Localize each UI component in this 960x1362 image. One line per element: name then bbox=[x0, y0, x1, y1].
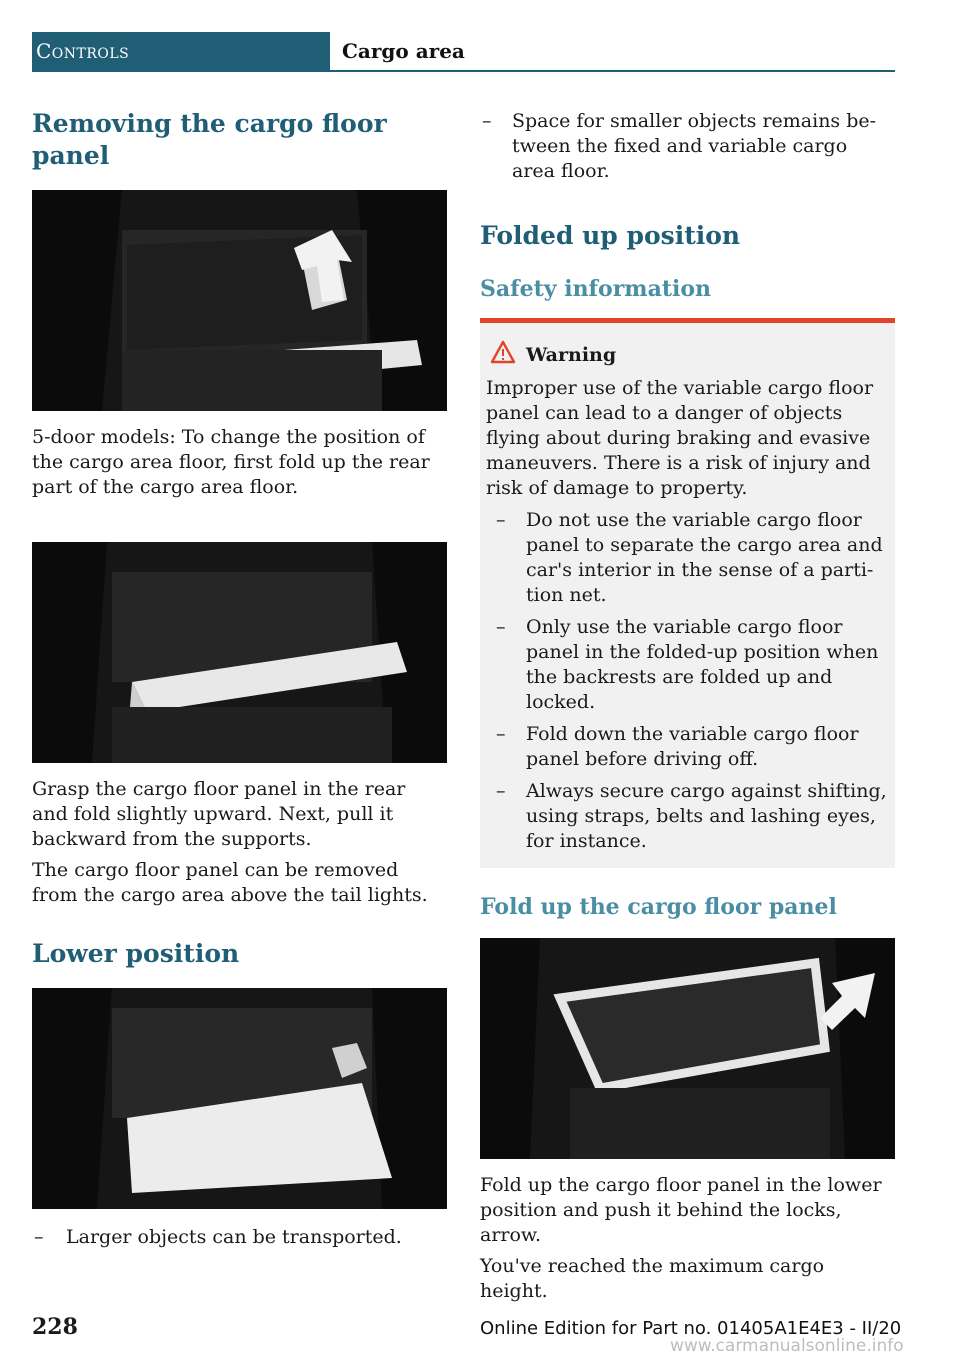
edition-note: Online Edition for Part no. 01405A1E4E3 - II/20 bbox=[480, 1318, 902, 1339]
photo-fold-up-rear-part bbox=[32, 190, 447, 411]
heading-safety-information: Safety information bbox=[480, 276, 712, 302]
para-max-height: You've reached the maximum cargo height. bbox=[480, 1255, 825, 1302]
left-column bbox=[32, 100, 447, 1250]
photo-fold-up-panel bbox=[480, 938, 895, 1159]
para-5door: 5-door models: To change the position of the cargo area floor, first fold up the rear part of the cargo area floor. bbox=[32, 426, 430, 498]
page-number: 228 bbox=[32, 1314, 78, 1340]
para-removed: The cargo floor panel can be removed from the cargo area above the tail lights. bbox=[32, 859, 428, 906]
warning-title: Warning bbox=[486, 343, 887, 368]
heading-removing: Removing the cargo floor panel bbox=[32, 109, 387, 170]
heading-fold-up-panel: Fold up the cargo floor panel bbox=[480, 894, 837, 920]
watermark: www.carmanualsonline.info bbox=[670, 1336, 904, 1356]
warning-item: – Fold down the variable cargo floor panel before driving off. bbox=[496, 723, 859, 770]
para-grasp: Grasp the cargo floor panel in the rear and fold slightly upward. Next, pull it backward from the supports. bbox=[32, 778, 406, 850]
warning-intro: Improper use of the variable cargo floor panel can lead to a danger of objects flying about during braking and evasive maneuvers. There is a risk of injury and risk of damage to property. bbox=[486, 377, 874, 499]
warning-triangle-icon bbox=[490, 340, 516, 371]
warning-box bbox=[480, 318, 895, 868]
warning-item: – Only use the variable cargo floor panel in the folded-up position when the backrests are folded up and locked. bbox=[496, 616, 879, 713]
right-column bbox=[480, 100, 895, 1304]
heading-lower-position: Lower position bbox=[32, 939, 240, 968]
chapter-title: Cargo area bbox=[342, 39, 465, 63]
warning-item: – Always secure cargo against shifting, using straps, belts and lashing eyes, for instance. bbox=[496, 780, 887, 852]
list-item-larger-objects: – Larger objects can be transported. bbox=[34, 1226, 402, 1248]
photo-grasp-panel bbox=[32, 542, 447, 763]
photo-lower-position bbox=[32, 988, 447, 1209]
page-header bbox=[32, 32, 895, 72]
section-label: Controls bbox=[32, 32, 330, 70]
para-fold-up: Fold up the cargo floor panel in the lower position and push it behind the locks, arrow. bbox=[480, 1174, 882, 1246]
heading-folded-up: Folded up position bbox=[480, 221, 741, 250]
warning-item: – Do not use the variable cargo floor panel to separate the cargo area and car's interior in the sense of a partition net. bbox=[496, 509, 883, 606]
list-item-smaller-objects: – Space for smaller objects remains between the fixed and variable cargo area floor. bbox=[482, 110, 877, 182]
